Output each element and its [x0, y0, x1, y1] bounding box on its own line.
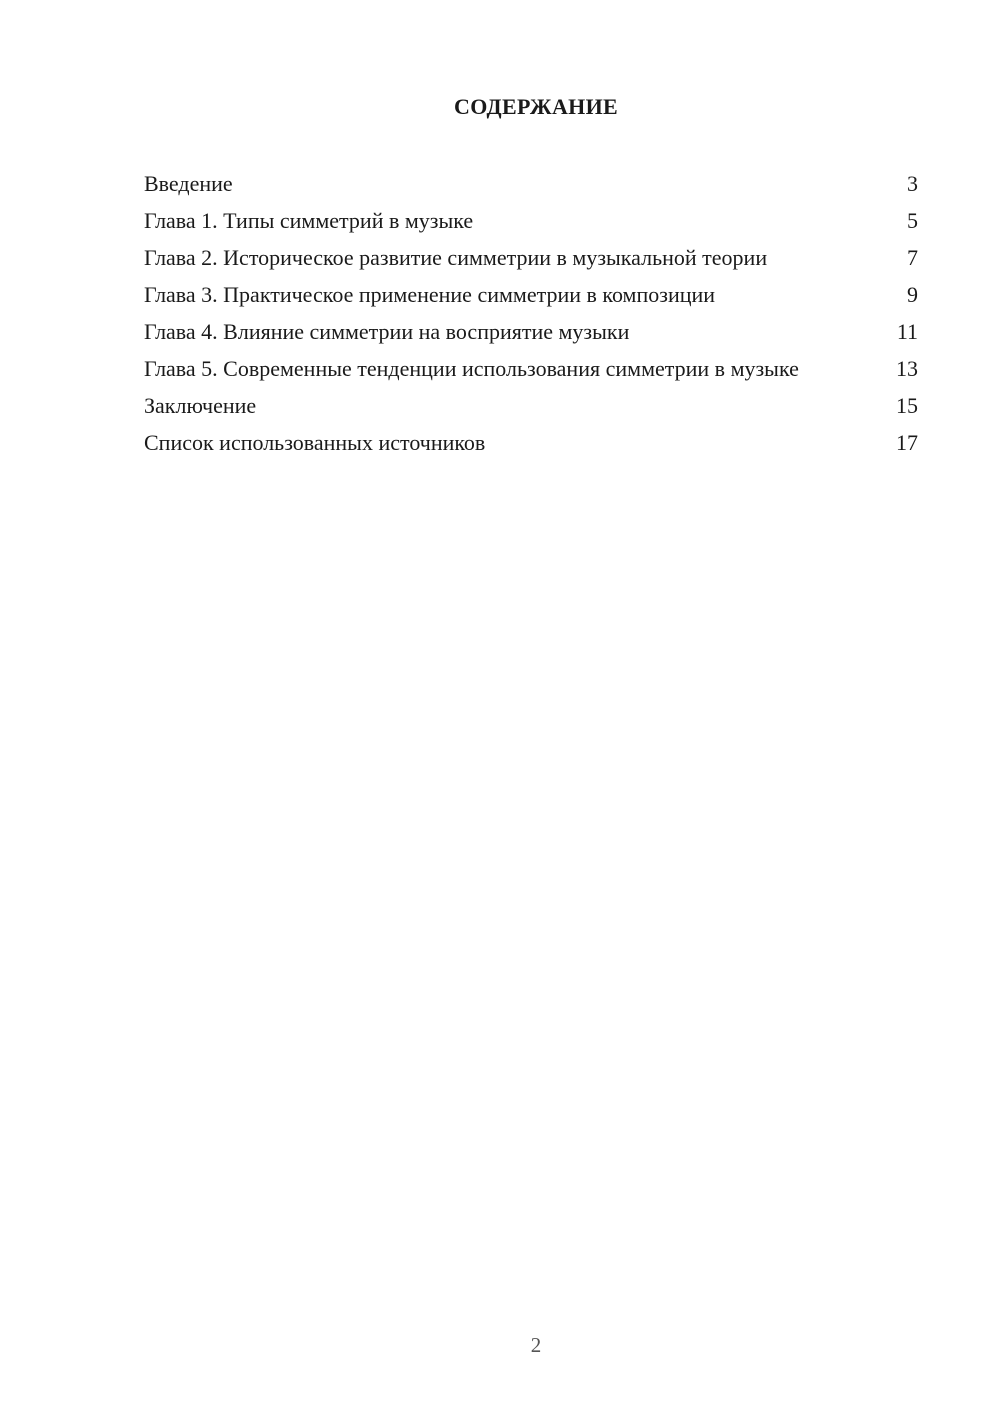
toc-entry-page: 5 — [907, 208, 918, 233]
toc-entry-page: 11 — [896, 319, 918, 344]
toc-entry-title: Глава 5. Современные тенденции использования симметрии в музыке — [144, 356, 799, 381]
toc-entry-chapter-4 — [144, 318, 918, 345]
toc-entry-page: 17 — [896, 430, 918, 455]
toc-entry-chapter-2 — [144, 244, 918, 271]
toc-entry-title: Глава 2. Историческое развитие симметрии в музыкальной теории — [144, 245, 768, 270]
toc-entry-chapter-3 — [144, 281, 918, 308]
toc-entry-title: Список использованных источников — [144, 430, 486, 455]
toc-entry-chapter-5 — [144, 355, 918, 382]
toc-heading: СОДЕРЖАНИЕ — [454, 94, 618, 119]
toc-entry-page: 13 — [896, 356, 918, 381]
toc-entry-chapter-1 — [144, 207, 918, 234]
toc-entry-title: Введение — [144, 171, 233, 196]
toc-entry-title: Глава 3. Практическое применение симметрии в композиции — [144, 282, 716, 307]
toc-entry-introduction — [144, 170, 918, 197]
toc-entry-page: 7 — [907, 245, 918, 270]
toc-entry-title: Глава 1. Типы симметрий в музыке — [144, 208, 474, 233]
toc-entry-title: Глава 4. Влияние симметрии на восприятие музыки — [144, 319, 630, 344]
page-number: 2 — [530, 1333, 542, 1357]
toc-entry-page: 3 — [907, 171, 918, 196]
toc-entry-conclusion — [144, 392, 918, 419]
toc-entry-page: 9 — [907, 282, 918, 307]
toc-entry-page: 15 — [896, 393, 918, 418]
toc-entry-title: Заключение — [144, 393, 257, 418]
toc-entry-references — [144, 429, 918, 456]
table-of-contents — [144, 170, 918, 466]
